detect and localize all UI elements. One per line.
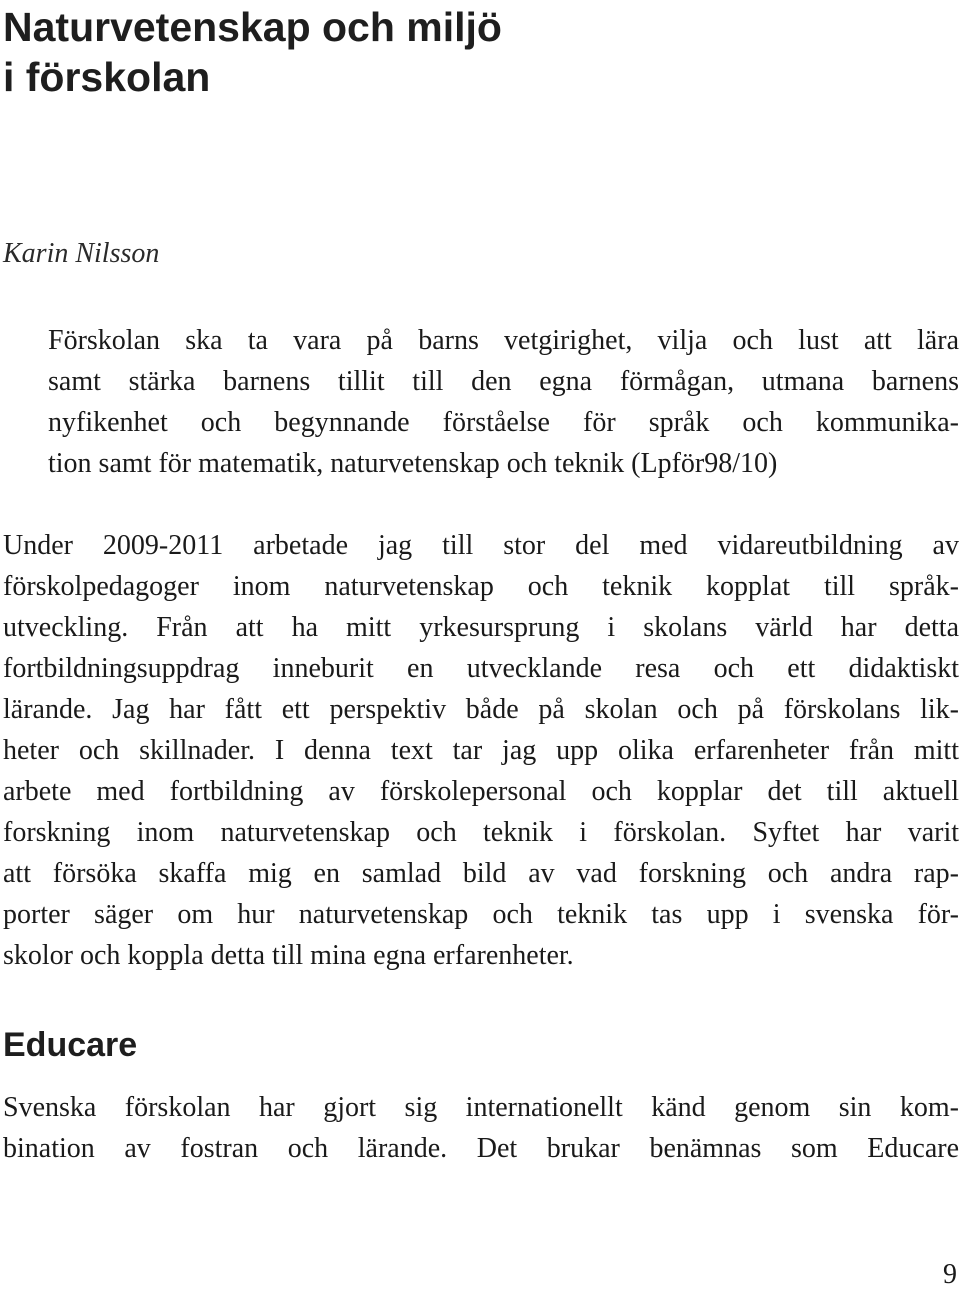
page-number: 9 (943, 1259, 957, 1290)
paragraph-line: fortbildningsuppdrag inneburit en utvecklande resa och ett didaktiskt (3, 653, 959, 684)
epigraph-quote (48, 320, 959, 484)
paragraph-line: skolor och koppla detta till mina egna erfarenheter. (3, 940, 574, 971)
paragraph-line: heter och skillnader. I denna text tar jag upp olika erfarenheter från mitt (3, 735, 959, 766)
paragraph-line: bination av fostran och lärande. Det brukar benämnas som Educare (3, 1133, 959, 1164)
page-title (3, 2, 903, 102)
paragraph-line: arbete med fortbildning av förskolepersonal och kopplar det till aktuell (3, 776, 959, 807)
paragraph-line: forskning inom naturvetenskap och teknik i förskolan. Syftet har varit (3, 817, 959, 848)
paragraph-line: porter säger om hur naturvetenskap och teknik tas upp i svenska för- (3, 899, 959, 930)
quote-line: nyfikenhet och begynnande förståelse för språk och kommunika- (48, 407, 959, 438)
title-line-2: i förskolan (3, 54, 211, 100)
quote-line: tion samt för matematik, naturvetenskap och teknik (Lpför98/10) (48, 448, 778, 479)
section-heading: Educare (3, 1026, 138, 1064)
paragraph-line: Svenska förskolan har gjort sig internationellt känd genom sin kom- (3, 1092, 959, 1123)
title-line-1: Naturvetenskap och miljö (3, 4, 502, 50)
paragraph-line: att försöka skaffa mig en samlad bild av vad forskning och andra rap- (3, 858, 959, 889)
paragraph-line: lärande. Jag har fått ett perspektiv både på skolan och på förskolans lik- (3, 694, 959, 725)
paragraph-line: Under 2009-2011 arbetade jag till stor del med vidareutbildning av (3, 530, 959, 561)
quote-line: Förskolan ska ta vara på barns vetgirighet, vilja och lust att lära (48, 325, 959, 356)
author-name: Karin Nilsson (3, 238, 160, 269)
intro-paragraph (3, 525, 959, 976)
quote-line: samt stärka barnens tillit till den egna förmågan, utmana barnens (48, 366, 959, 397)
paragraph-line: förskolpedagoger inom naturvetenskap och teknik kopplat till språk- (3, 571, 959, 602)
section-paragraph (3, 1087, 959, 1169)
paragraph-line: utveckling. Från att ha mitt yrkesursprung i skolans värld har detta (3, 612, 959, 643)
